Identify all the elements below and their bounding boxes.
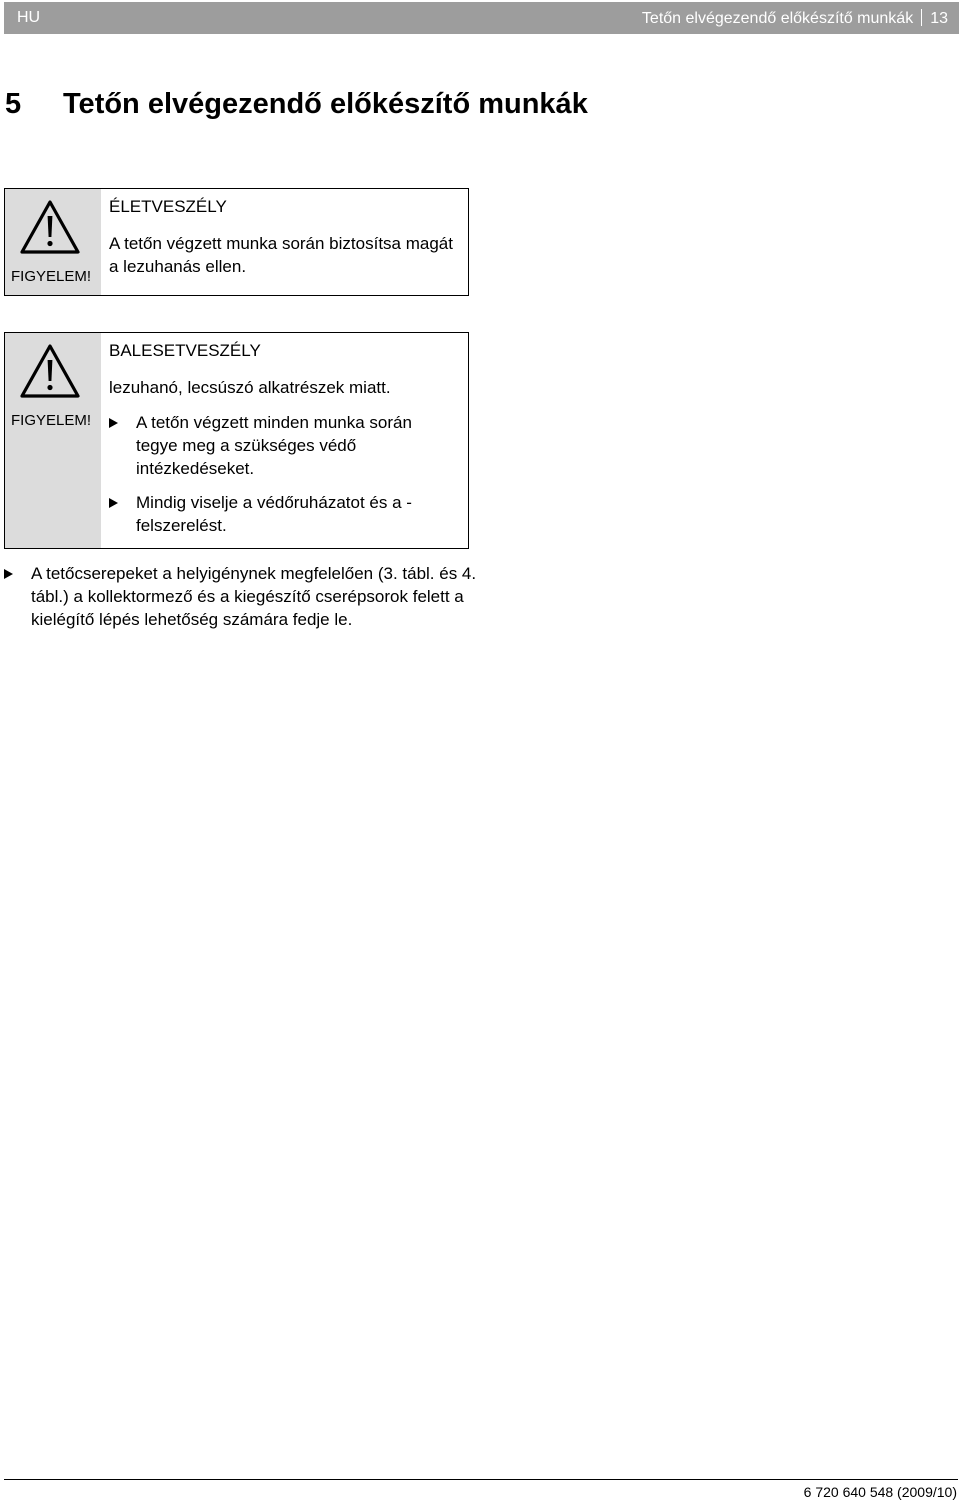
header-right: [642, 9, 948, 28]
warning-label: FIGYELEM!: [11, 268, 92, 285]
page-header-bar: [4, 2, 959, 34]
chapter-heading: [5, 88, 588, 121]
warning-content: [109, 195, 458, 278]
bullet-arrow-icon: [109, 498, 118, 508]
document-code: 6 720 640 548 (2009/10): [803, 1484, 957, 1500]
warning-bullet-item: [109, 491, 458, 537]
warning-text: A tetőn végzett munka során biztosítsa magát a lezuhanás ellen.: [109, 234, 453, 276]
bullet-arrow-icon: [109, 418, 118, 428]
warning-bullet-item: [109, 411, 458, 480]
header-section-title: Tetőn elvégezendő előkészítő munkák: [641, 10, 914, 27]
header-separator: [921, 9, 922, 26]
warning-label: FIGYELEM!: [11, 412, 92, 429]
warning-box-life-danger: [4, 188, 469, 296]
warning-text: lezuhanó, lecsúszó alkatrészek miatt.: [109, 378, 391, 397]
chapter-title: Tetőn elvégezendő előkészítő munkák: [63, 88, 588, 120]
page-number: 13: [930, 10, 948, 27]
instruction-step: [4, 562, 501, 631]
warning-triangle-icon: [19, 343, 81, 399]
instruction-text: A tetőcserepeket a helyigénynek megfelelően (3. tábl. és 4. tábl.) a kollektormező és a kiegészítő cserépsorok felett a kielégítő lépés lehetőség számára fedje le.: [31, 564, 477, 629]
warning-triangle-icon: [19, 199, 81, 255]
chapter-number: 5: [5, 88, 22, 120]
warning-bullet-text: Mindig viselje a védőruházatot és a -felszerelést.: [136, 493, 412, 535]
warning-sidebar: [5, 189, 101, 295]
warning-title: BALESETVESZÉLY: [109, 341, 261, 360]
warning-bullet-text: A tetőn végzett minden munka során tegye meg a szükséges védő intézkedéseket.: [136, 413, 412, 478]
language-code: HU: [17, 9, 41, 26]
warning-box-accident-danger: [4, 332, 469, 549]
warning-content: [109, 339, 458, 537]
warning-sidebar: [5, 333, 101, 548]
footer-divider: [4, 1479, 958, 1480]
warning-title: ÉLETVESZÉLY: [109, 197, 227, 216]
bullet-arrow-icon: [4, 569, 13, 579]
